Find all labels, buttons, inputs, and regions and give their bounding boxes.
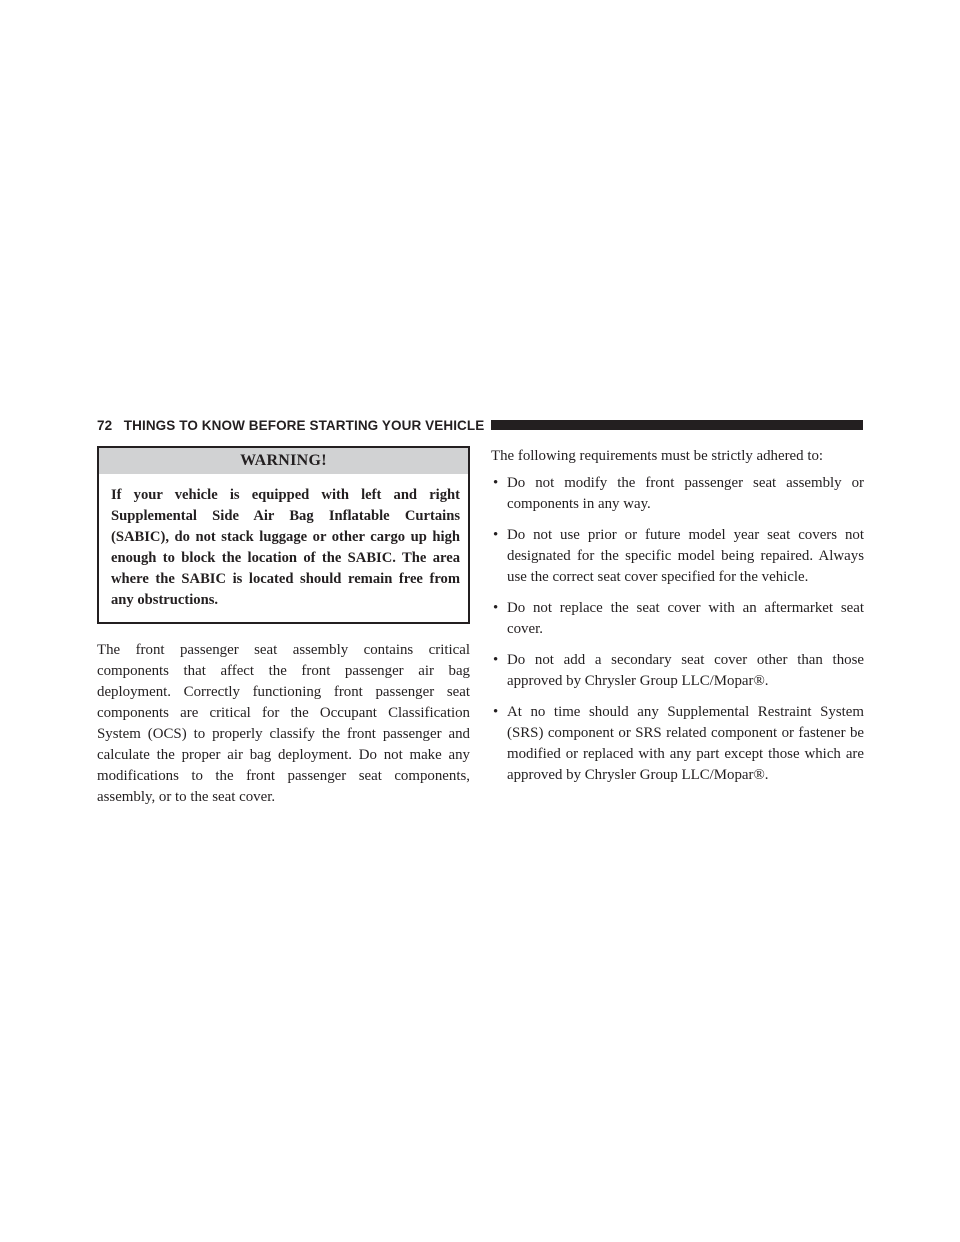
list-item-text: At no time should any Supplemental Restraint System (SRS) component or SRS related component or fastener be modified or replaced with any part except those which are approved by Chrysler Group LLC/Mopar®. <box>507 704 864 783</box>
list-item-text: Do not replace the seat cover with an aftermarket seat cover. <box>507 600 864 637</box>
bullet-icon: • <box>493 600 499 616</box>
list-item <box>491 598 864 640</box>
bullet-icon: • <box>493 475 499 491</box>
page-header-text <box>97 418 484 433</box>
page-number: 72 <box>97 417 113 433</box>
list-item-text: Do not modify the front passenger seat assembly or components in any way. <box>507 475 864 512</box>
list-item <box>491 650 864 692</box>
requirements-intro: The following requirements must be strictly adhered to: <box>491 448 824 464</box>
section-title: THINGS TO KNOW BEFORE STARTING YOUR VEHICLE <box>123 417 485 433</box>
warning-title: WARNING! <box>99 448 468 474</box>
left-column <box>97 446 470 808</box>
warning-box <box>97 446 470 624</box>
header-rule <box>491 420 863 430</box>
bullet-icon: • <box>493 652 499 668</box>
requirements-list <box>491 473 864 786</box>
list-item-text: Do not add a secondary seat cover other than those approved by Chrysler Group LLC/Mopar®. <box>507 652 864 689</box>
list-item <box>491 525 864 588</box>
list-item <box>491 473 864 515</box>
seat-assembly-paragraph: The front passenger seat assembly contains critical components that affect the front passenger air bag deployment. Correctly functioning front passenger seat components are critical for the Occupant Classification System (OCS) to properly classify the front passenger and calculate the proper air bag deployment. Do not make any modifications to the front passenger seat components, assembly, or to the seat cover. <box>97 642 470 805</box>
bullet-icon: • <box>493 527 499 543</box>
right-column <box>491 446 864 796</box>
page-header <box>97 416 863 434</box>
list-item-text: Do not use prior or future model year seat covers not designated for the specific model being repaired. Always use the correct seat cover specified for the vehicle. <box>507 527 864 585</box>
bullet-icon: • <box>493 704 499 720</box>
warning-body: If your vehicle is equipped with left and right Supplemental Side Air Bag Inflatable Curtains (SABIC), do not stack luggage or other cargo up high enough to block the location of the SABIC. The area where the SABIC is located should remain free from any obstructions. <box>111 487 460 608</box>
list-item <box>491 702 864 786</box>
